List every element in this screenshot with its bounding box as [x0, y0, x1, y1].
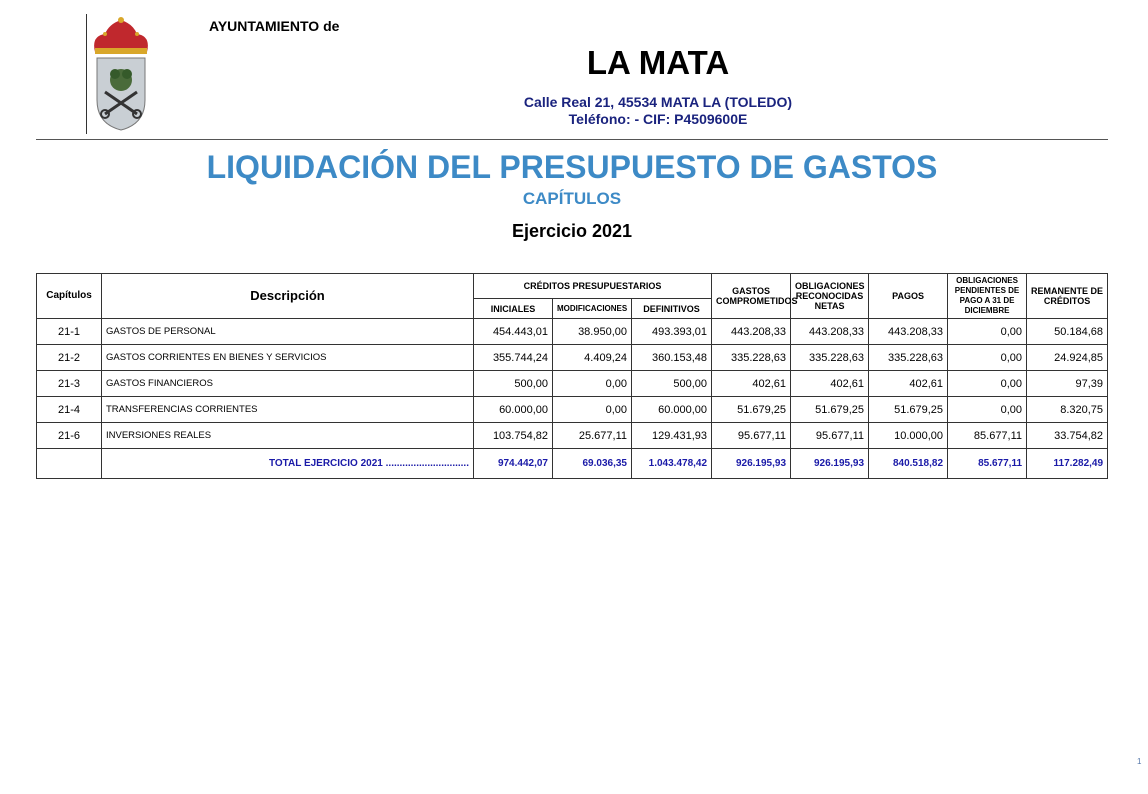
header-creditos: CRÉDITOS PRESUPUESTARIOS	[474, 274, 712, 299]
total-modificaciones: 69.036,35	[553, 449, 632, 479]
row-cap: 21-2	[37, 345, 102, 371]
row-pendientes: 0,00	[948, 371, 1027, 397]
row-desc: TRANSFERENCIAS CORRIENTES	[102, 397, 474, 423]
total-pagos: 840.518,82	[869, 449, 948, 479]
total-pendientes: 85.677,11	[948, 449, 1027, 479]
row-pendientes: 0,00	[948, 319, 1027, 345]
total-remanente: 117.282,49	[1027, 449, 1108, 479]
row-definitivos: 60.000,00	[632, 397, 712, 423]
row-remanente: 97,39	[1027, 371, 1108, 397]
row-obligaciones: 402,61	[791, 371, 869, 397]
total-label: TOTAL EJERCICIO 2021 ..............................	[102, 449, 474, 479]
row-cap: 21-6	[37, 423, 102, 449]
page-number: 1	[1137, 757, 1142, 766]
row-iniciales: 60.000,00	[474, 397, 553, 423]
row-pagos: 443.208,33	[869, 319, 948, 345]
row-desc: INVERSIONES REALES	[102, 423, 474, 449]
row-pendientes: 0,00	[948, 397, 1027, 423]
row-definitivos: 493.393,01	[632, 319, 712, 345]
row-modificaciones: 25.677,11	[553, 423, 632, 449]
row-modificaciones: 0,00	[553, 371, 632, 397]
row-comprometidos: 95.677,11	[712, 423, 791, 449]
row-remanente: 24.924,85	[1027, 345, 1108, 371]
row-obligaciones: 443.208,33	[791, 319, 869, 345]
table-row	[37, 371, 1108, 397]
row-pagos: 335.228,63	[869, 345, 948, 371]
table-row	[37, 319, 1108, 345]
row-modificaciones: 38.950,00	[553, 319, 632, 345]
row-iniciales: 454.443,01	[474, 319, 553, 345]
total-cap-empty	[37, 449, 102, 479]
row-iniciales: 355.744,24	[474, 345, 553, 371]
table-row	[37, 345, 1108, 371]
row-comprometidos: 335.228,63	[712, 345, 791, 371]
row-desc: GASTOS DE PERSONAL	[102, 319, 474, 345]
row-pagos: 51.679,25	[869, 397, 948, 423]
row-obligaciones: 95.677,11	[791, 423, 869, 449]
header-descripcion: Descripción	[102, 274, 474, 319]
total-definitivos: 1.043.478,42	[632, 449, 712, 479]
row-obligaciones: 335.228,63	[791, 345, 869, 371]
row-pendientes: 0,00	[948, 345, 1027, 371]
row-iniciales: 103.754,82	[474, 423, 553, 449]
row-definitivos: 129.431,93	[632, 423, 712, 449]
row-cap: 21-1	[37, 319, 102, 345]
header-modificaciones: MODIFICACIONES	[553, 299, 632, 319]
row-pendientes: 85.677,11	[948, 423, 1027, 449]
row-pagos: 402,61	[869, 371, 948, 397]
report-subtitle: CAPÍTULOS	[522, 189, 622, 208]
row-cap: 21-4	[37, 397, 102, 423]
ayuntamiento-label: AYUNTAMIENTO de	[209, 18, 340, 34]
budget-table	[36, 273, 1108, 479]
header-pendientes: OBLIGACIONES PENDIENTES DE PAGO A 31 DE DICIEMBRE	[948, 274, 1027, 319]
row-remanente: 50.184,68	[1027, 319, 1108, 345]
total-obligaciones: 926.195,93	[791, 449, 869, 479]
fiscal-year: Ejercicio 2021	[511, 221, 633, 241]
row-definitivos: 500,00	[632, 371, 712, 397]
phone-cif-line: Teléfono: - CIF: P4509600E	[568, 111, 748, 127]
header-gastos-comprometidos: GASTOS COMPROMETIDOS	[712, 274, 791, 319]
header-pagos: PAGOS	[869, 274, 948, 319]
municipality-name: LA MATA	[586, 44, 730, 81]
total-row	[37, 449, 1108, 479]
header-divider	[36, 139, 1108, 140]
header-definitivos: DEFINITIVOS	[632, 299, 712, 319]
row-modificaciones: 4.409,24	[553, 345, 632, 371]
header-capitulos: Capítulos	[37, 274, 102, 319]
address-block	[0, 94, 1148, 128]
row-remanente: 8.320,75	[1027, 397, 1108, 423]
table-row	[37, 397, 1108, 423]
row-comprometidos: 51.679,25	[712, 397, 791, 423]
row-comprometidos: 443.208,33	[712, 319, 791, 345]
row-iniciales: 500,00	[474, 371, 553, 397]
row-cap: 21-3	[37, 371, 102, 397]
row-comprometidos: 402,61	[712, 371, 791, 397]
header-obligaciones: OBLIGACIONES RECONOCIDAS NETAS	[791, 274, 869, 319]
header-remanente: REMANENTE DE CRÉDITOS	[1027, 274, 1108, 319]
row-remanente: 33.754,82	[1027, 423, 1108, 449]
address-line: Calle Real 21, 45534 MATA LA (TOLEDO)	[523, 94, 793, 110]
header-iniciales: INICIALES	[474, 299, 553, 319]
row-desc: GASTOS FINANCIEROS	[102, 371, 474, 397]
row-pagos: 10.000,00	[869, 423, 948, 449]
table-row	[37, 423, 1108, 449]
total-comprometidos: 926.195,93	[712, 449, 791, 479]
report-title: LIQUIDACIÓN DEL PRESUPUESTO DE GASTOS	[206, 149, 938, 185]
row-definitivos: 360.153,48	[632, 345, 712, 371]
row-modificaciones: 0,00	[553, 397, 632, 423]
row-obligaciones: 51.679,25	[791, 397, 869, 423]
row-desc: GASTOS CORRIENTES EN BIENES Y SERVICIOS	[102, 345, 474, 371]
total-iniciales: 974.442,07	[474, 449, 553, 479]
